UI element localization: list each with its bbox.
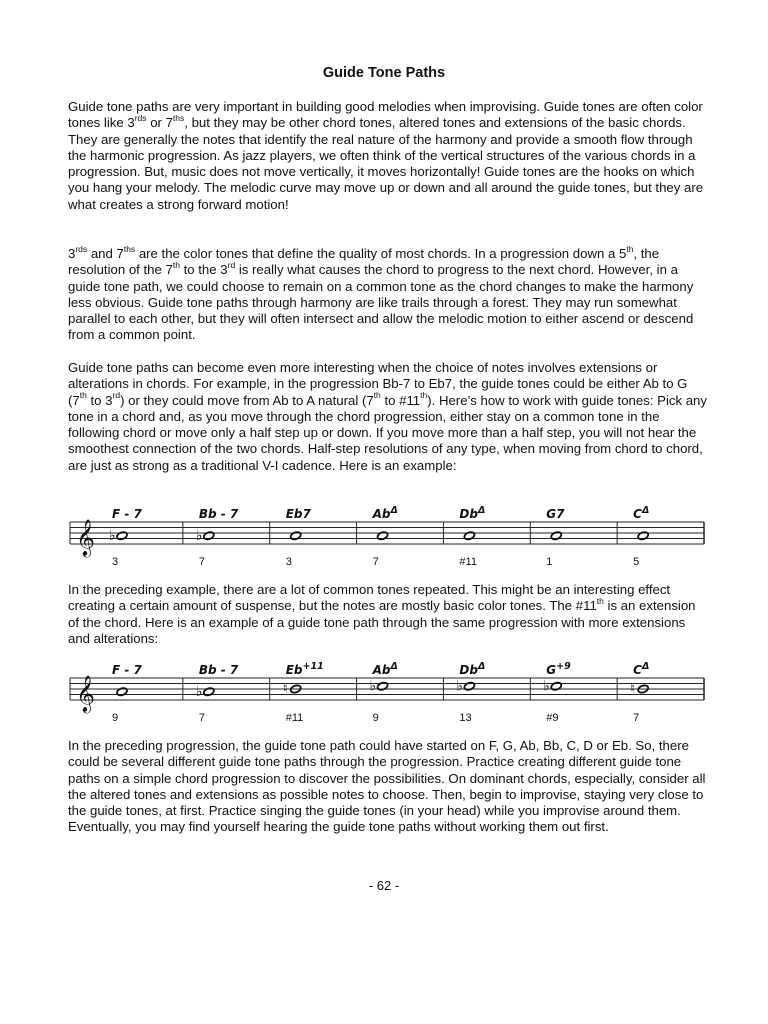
flat-sign-icon: ♭ xyxy=(109,527,116,544)
whole-note xyxy=(637,531,649,541)
chord-symbol: $Db^\Delta$ xyxy=(459,661,486,677)
staff-svg xyxy=(68,506,706,568)
superscript: rd xyxy=(112,390,121,401)
chord-symbol-superscript: +11 xyxy=(302,661,324,672)
superscript: th xyxy=(373,390,381,401)
chord-symbol: Bb - 7 xyxy=(198,507,239,521)
staff-svg xyxy=(68,662,706,724)
chord-symbol-superscript: Δ xyxy=(641,661,650,672)
interval-label: 7 xyxy=(198,556,205,568)
interval-label: 7 xyxy=(633,712,640,724)
chord-symbol: $Eb^{+11}$ xyxy=(285,661,324,677)
natural-sign-icon: ♮ xyxy=(282,681,288,697)
superscript: ths xyxy=(172,112,185,123)
page-number: - 62 - xyxy=(368,878,400,893)
superscript: th xyxy=(626,243,634,254)
interval-label: 5 xyxy=(633,556,640,568)
whole-note xyxy=(203,531,215,541)
interval-label: 1 xyxy=(546,556,553,568)
whole-note xyxy=(463,681,475,691)
interval-label: #11 xyxy=(285,712,304,724)
chord-symbol: $Ab^\Delta$ xyxy=(372,661,398,677)
chord-symbol: G7 xyxy=(546,507,565,521)
chord-symbol: Eb7 xyxy=(285,507,311,521)
treble-clef-icon: 𝄞 xyxy=(76,674,95,712)
flat-sign-icon: ♭ xyxy=(369,678,377,695)
superscript: rd xyxy=(227,259,236,270)
chord-symbol-superscript: Δ xyxy=(641,505,650,516)
chord-symbol: F - 7 xyxy=(112,507,142,521)
interval-label: 3 xyxy=(112,556,119,568)
whole-note xyxy=(377,531,389,541)
whole-note xyxy=(116,687,128,697)
whole-note xyxy=(203,687,215,697)
whole-note xyxy=(463,531,475,541)
paragraph-common-tones: In the preceding example, there are a lot of common tones repeated. This might be an interesting effect creating a certain amount of suspense, but the notes are mostly basic color tones. The #11th is an extension of the chord. Here is an example of a guide tone path through the same progression with more extensions and alterations: xyxy=(68,582,696,646)
chord-symbol-superscript: Δ xyxy=(390,661,398,672)
treble-clef-icon: 𝄞 xyxy=(76,518,95,556)
chord-symbol: $C^\Delta$ xyxy=(633,661,650,677)
whole-note xyxy=(116,531,128,541)
whole-note xyxy=(290,531,302,541)
paragraph-intro: Guide tone paths are very important in building good melodies when improvising. Guide tones are often color tones like $3^{rds}$ or $7^{ths}$, but they may be other chord tones, altered tones and extensions of the basic chords. They are generally the notes that identify the real nature of the harmony and provide a smooth flow through the harmonic progression. As jazz players, we often think of the vertical structures of the various chords in a progression. But, music does not move vertically, it moves horizontally! Guide tones are the hooks on which you hang your melody. The melodic curve may move up or down and all around the guide tones, but they are what creates a strong forward motion! xyxy=(68,99,704,212)
interval-label: 9 xyxy=(372,712,379,724)
interval-label: 3 xyxy=(285,556,292,568)
superscript: ths xyxy=(123,243,136,254)
interval-label: 7 xyxy=(372,556,379,568)
chord-symbol-superscript: Δ xyxy=(390,505,398,516)
superscript: th xyxy=(79,390,87,401)
paragraph-color-tones: $3^{rds}$ and $7^{ths}$ are the color tones that define the quality of most chords. In a progression down a 5th, the resolution of the 7th to the 3rd is really what causes the chord to progress to the next chord. However, in a guide tone path, we could choose to remain on a common tone as the chord changes to make the harmony less obvious. Guide tone paths through harmony are like trails through a forest. They may run somewhat parallel to each other, but they will often intersect and allow the melodic motion to either ascend or descend from a common point. xyxy=(68,243,694,343)
music-example-1 xyxy=(68,506,706,568)
chord-symbol: $C^\Delta$ xyxy=(633,505,650,521)
whole-note xyxy=(550,531,562,541)
chord-symbol: $G^{+9}$ xyxy=(546,661,571,677)
music-example-2 xyxy=(68,662,706,724)
flat-sign-icon: ♭ xyxy=(456,678,464,695)
superscript: rds xyxy=(75,243,88,254)
interval-label: #9 xyxy=(546,712,559,724)
interval-label: 9 xyxy=(112,712,119,724)
superscript: th xyxy=(596,595,604,606)
flat-sign-icon: ♭ xyxy=(543,678,550,695)
chord-symbol: F - 7 xyxy=(112,663,142,677)
chord-symbol-superscript: Δ xyxy=(477,661,486,672)
interval-label: 13 xyxy=(459,712,472,724)
superscript: th xyxy=(172,259,180,270)
superscript: th xyxy=(420,390,428,401)
chord-symbol-superscript: Δ xyxy=(477,505,486,516)
paragraph-extensions: Guide tone paths can become even more interesting when the choice of notes involves extensions or alterations in chords. For example, in the progression Bb-7 to Eb7, the guide tones could be either Ab to G (7th to 3rd) or they could move from Ab to A natural (7th to #11th). Here’s how to work with guide tones: Pick any tone in a chord and, as you move through the chord progression, either stay on a common tone in the following chord or move only a half step up or down. If you move more than a half step, you will not hear the smoothest connection of the two chords. Half-step resolutions of any type, when moving from chord to chord, are just as strong as a traditional V-I cadence. Here is an example: xyxy=(68,360,707,473)
paragraph-conclusion: In the preceding progression, the guide tone path could have started on F, G, Ab, Bb, C, D or Eb. So, there could be several different guide tone paths through the progression. Practice creating different guide tone paths on a simple chord progression to discover the possibilities. On dominant chords, especially, consider all the altered tones and extensions as possible notes to choose. Then, begin to improvise, staying very close to the guide tones, at first. Practice singing the guide tones (in your head) while you improvise around them. Eventually, you may find yourself hearing the guide tone paths without working them out first. xyxy=(68,738,706,835)
whole-note xyxy=(377,681,389,691)
flat-sign-icon: ♭ xyxy=(195,527,203,544)
natural-sign-icon: ♮ xyxy=(630,681,636,697)
interval-label: #11 xyxy=(459,556,477,568)
chord-symbol: $Db^\Delta$ xyxy=(459,505,486,521)
chord-symbol: Bb - 7 xyxy=(198,663,239,677)
chord-symbol: $Ab^\Delta$ xyxy=(372,505,398,521)
whole-note xyxy=(550,681,562,691)
flat-sign-icon: ♭ xyxy=(195,683,203,700)
interval-label: 7 xyxy=(198,712,205,724)
chord-symbol-superscript: +9 xyxy=(556,661,571,672)
superscript: rds xyxy=(134,112,147,123)
page-title: Guide Tone Paths xyxy=(322,65,446,81)
